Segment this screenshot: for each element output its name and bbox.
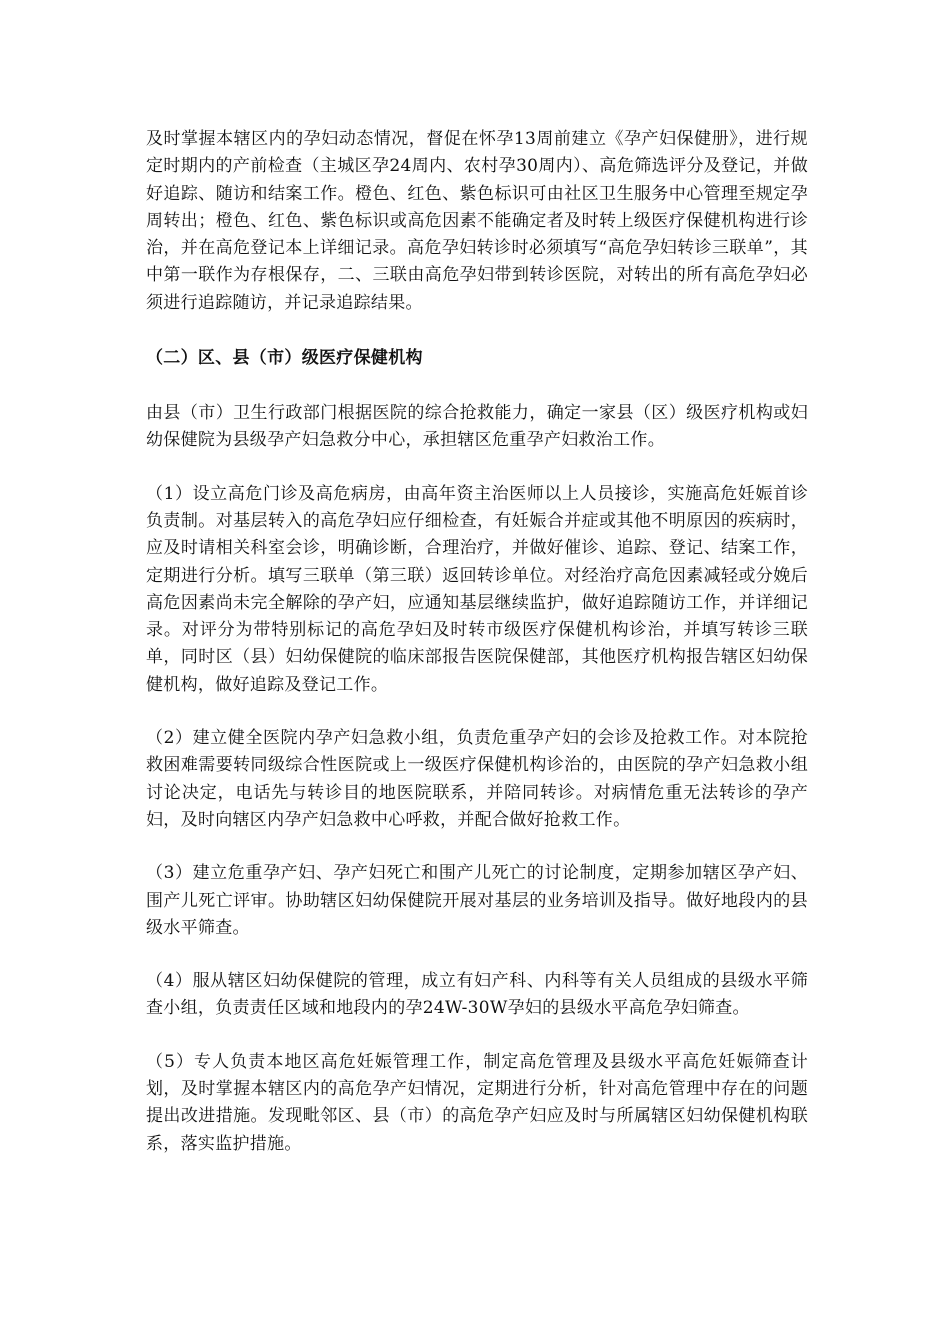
item-paragraph-4: （4）服从辖区妇幼保健院的管理，成立有妇产科、内科等有关人员组成的县级水平筛查小组，负责责任区域和地段内的孕24W-30W孕妇的县级水平高危孕妇筛查。 <box>146 971 808 1019</box>
spacer <box>146 834 808 860</box>
spacer <box>146 942 808 968</box>
spacer <box>146 372 808 400</box>
document-page <box>146 126 808 1158</box>
item-paragraph-2: （2）建立健全医院内孕产妇急救小组，负责危重孕产妇的会诊及抢救工作。对本院抢救困难需要转同级综合性医院或上一级医疗保健机构诊治的，由医院的孕产妇急救小组讨论决定，电话先与转诊目的地医院联系，并陪同转诊。对病情危重无法转诊的孕产妇，及时向辖区内孕产妇急救中心呼救，并配合做好抢救工作。 <box>146 728 808 830</box>
spacer <box>146 1023 808 1049</box>
spacer <box>146 455 808 481</box>
item-paragraph-1: （1）设立高危门诊及高危病房，由高年资主治医师以上人员接诊，实施高危妊娠首诊负责制。对基层转入的高危孕妇应仔细检查，有妊娠合并症或其他不明原因的疾病时，应及时请相关科室会诊，明确诊断，合理治疗，并做好催诊、追踪、登记、结案工作，定期进行分析。填写三联单（第三联）返回转诊单位。对经治疗高危因素减轻或分娩后高危因素尚未完全解除的孕产妇，应通知基层继续监护，做好追踪随访工作，并详细记录。对评分为带特别标记的高危孕妇及时转市级医疗保健机构诊治，并填写转诊三联单，同时区（县）妇幼保健院的临床部报告医院保健部，其他医疗机构报告辖区妇幼保健机构，做好追踪及登记工作。 <box>146 483 808 695</box>
intro-paragraph: 及时掌握本辖区内的孕妇动态情况，督促在怀孕13周前建立《孕产妇保健册》，进行规定时期内的产前检查（主城区孕24周内、农村孕30周内）、高危筛选评分及登记，并做好追踪、随访和结案工作。橙色、红色、紫色标识可由社区卫生服务中心管理至规定孕周转出；橙色、红色、紫色标识或高危因素不能确定者及时转上级医疗保健机构进行诊治，并在高危登记本上详细记录。高危孕妇转诊时必须填写“高危孕妇转诊三联单”，其中第一联作为存根保存，二、三联由高危孕妇带到转诊医院，对转出的所有高危孕妇必须进行追踪随访，并记录追踪结果。 <box>146 129 808 313</box>
spacer <box>146 699 808 725</box>
item-paragraph-3: （3）建立危重孕产妇、孕产妇死亡和围产儿死亡的讨论制度，定期参加辖区孕产妇、围产儿死亡评审。协助辖区妇幼保健院开展对基层的业务培训及指导。做好地段内的县级水平筛查。 <box>146 863 808 938</box>
section-heading: （二）区、县（市）级医疗保健机构 <box>146 348 423 369</box>
item-paragraph-5: （5）专人负责本地区高危妊娠管理工作，制定高危管理及县级水平高危妊娠筛查计划，及时掌握本辖区内的高危孕产妇情况，定期进行分析，针对高危管理中存在的问题提出改进措施。发现毗邻区、县（市）的高危孕产妇应及时与所属辖区妇幼保健机构联系，落实监护措施。 <box>146 1051 808 1154</box>
spacer <box>146 317 808 345</box>
section-intro-paragraph: 由县（市）卫生行政部门根据医院的综合抢救能力，确定一家县（区）级医疗机构或妇幼保健院为县级孕产妇急救分中心，承担辖区危重孕产妇救治工作。 <box>146 403 808 451</box>
